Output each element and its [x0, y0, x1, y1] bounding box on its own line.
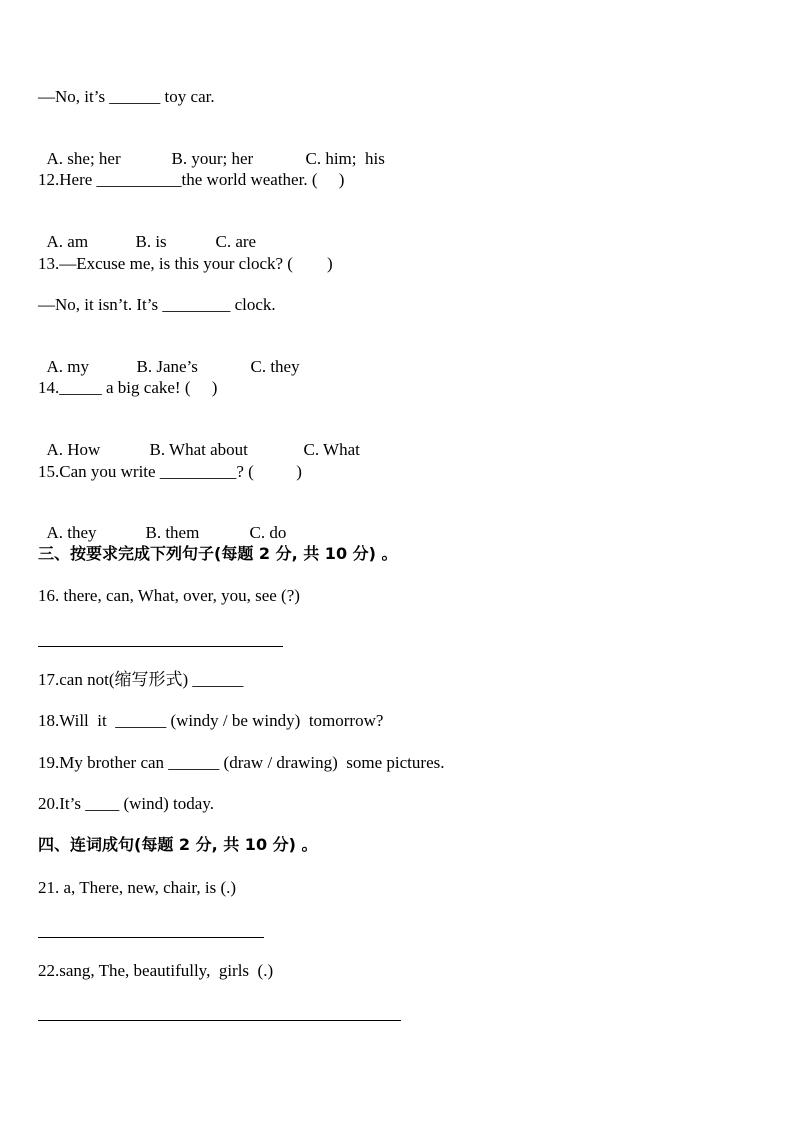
dialogue-answer-line: —No, it’s ______ toy car. [38, 87, 215, 106]
question-13-answer-line: —No, it isn’t. It’s ________ clock. [38, 295, 276, 314]
section-3-heading: 三、按要求完成下列句子(每题 2 分, 共 10 分) 。 [38, 544, 398, 563]
answer-line-21[interactable] [38, 937, 264, 938]
question-17: 17.can not(缩写形式) ______ [38, 670, 244, 689]
option-c: C. are [215, 232, 257, 251]
option-c: C. What [303, 440, 360, 459]
question-21: 21. a, There, new, chair, is (.) [38, 878, 237, 897]
question-22: 22.sang, The, beautifully, girls (.) [38, 961, 274, 980]
question-12: 12.Here __________the world weather. ( ) [38, 170, 345, 189]
option-c: C. do [249, 523, 287, 542]
q14-options [38, 420, 360, 460]
q11-options [38, 129, 385, 169]
answer-line-22[interactable] [38, 1020, 401, 1021]
option-a: A. she; her [46, 149, 121, 168]
option-a: A. am [46, 232, 89, 251]
option-a: A. my [46, 357, 89, 376]
option-b: B. them [145, 523, 200, 542]
option-a: A. they [46, 523, 97, 542]
q12-options [38, 212, 256, 252]
option-b: B. your; her [171, 149, 254, 168]
option-c: C. they [250, 357, 300, 376]
option-a: A. How [46, 440, 101, 459]
answer-line-16[interactable] [38, 646, 283, 647]
question-18: 18.Will it ______ (windy / be windy) tomorrow? [38, 711, 384, 730]
question-15: 15.Can you write _________? ( ) [38, 462, 302, 481]
option-c: C. him; his [305, 149, 385, 168]
q13-options [38, 337, 300, 377]
option-b: B. What about [149, 440, 248, 459]
question-14: 14._____ a big cake! ( ) [38, 378, 218, 397]
section-4-heading: 四、连词成句(每题 2 分, 共 10 分) 。 [38, 835, 318, 854]
question-13: 13.—Excuse me, is this your clock? ( ) [38, 254, 333, 273]
question-20: 20.It’s ____ (wind) today. [38, 794, 214, 813]
option-b: B. is [135, 232, 167, 251]
q15-options [38, 503, 286, 543]
question-19: 19.My brother can ______ (draw / drawing) some pictures. [38, 753, 445, 772]
option-b: B. Jane’s [136, 357, 198, 376]
question-16: 16. there, can, What, over, you, see (?) [38, 586, 300, 605]
